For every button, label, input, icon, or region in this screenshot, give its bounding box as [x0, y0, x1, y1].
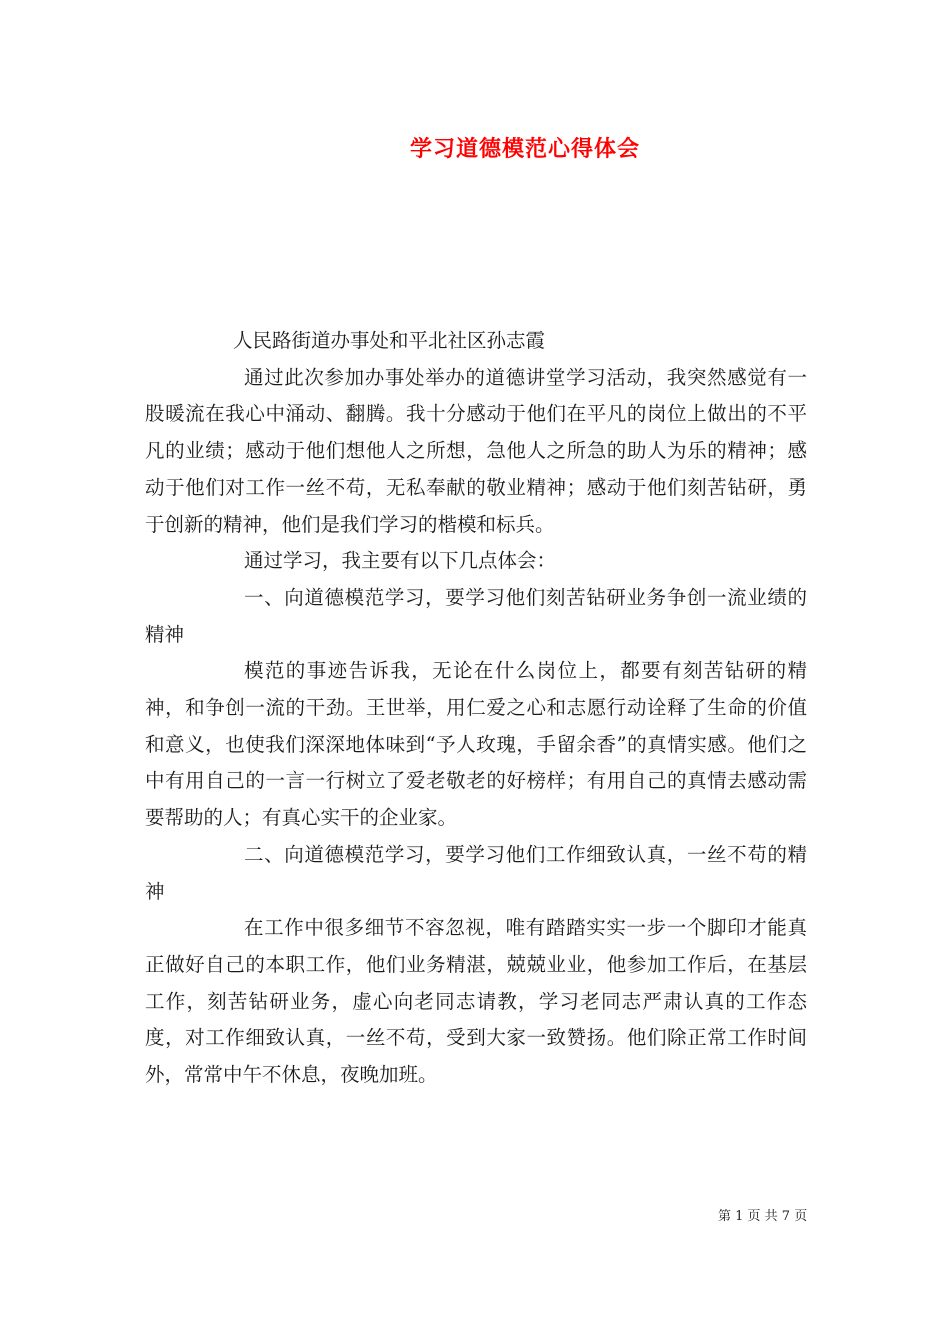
- section-heading-1: 一、向道德模范学习，要学习他们刻苦钻研业务争创一流业绩的精神: [145, 585, 807, 646]
- section-heading-2: 二、向道德模范学习，要学习他们工作细致认真，一丝不苟的精神: [145, 842, 807, 903]
- paragraph-section-2: 在工作中很多细节不容忽视，唯有踏踏实实一步一个脚印才能真正做好自己的本职工作，他们业务精湛，兢兢业业，他参加工作后，在基层工作，刻苦钻研业务，虚心向老同志请教，学习老同志严肃认真的工作态度，对工作细致认真，一丝不苟，受到大家一致赞扬。他们除正常工作时间外，常常中午不休息，夜晚加班。: [145, 916, 807, 1087]
- document-body: [145, 323, 807, 1094]
- author-line: 人民路街道办事处和平北社区孙志霞: [233, 329, 546, 352]
- paragraph-intro: 通过此次参加办事处举办的道德讲堂学习活动，我突然感觉有一股暖流在我心中涌动、翻腾。我十分感动于他们在平凡的岗位上做出的不平凡的业绩；感动于他们想他人之所想，急他人之所急的助人为乐的精神；感动于他们对工作一丝不苟，无私奉献的敬业精神；感动于他们刻苦钻研，勇于创新的精神，他们是我们学习的楷模和标兵。: [145, 365, 807, 536]
- document-title: 学习道德模范心得体会: [409, 136, 640, 162]
- paragraph-summary: 通过学习，我主要有以下几点体会：: [244, 549, 557, 573]
- page-number-footer: 第 1 页 共 7 页: [718, 1209, 808, 1224]
- paragraph-section-1: 模范的事迹告诉我，无论在什么岗位上，都要有刻苦钻研的精神，和争创一流的干劲。王世举，用仁爱之心和志愿行动诠释了生命的价值和意义，也使我们深深地体味到“予人玫瑰，手留余香”的真情实感。他们之中有用自己的一言一行树立了爱老敬老的好榜样；有用自己的真情去感动需要帮助的人；有真心实干的企业家。: [145, 659, 807, 830]
